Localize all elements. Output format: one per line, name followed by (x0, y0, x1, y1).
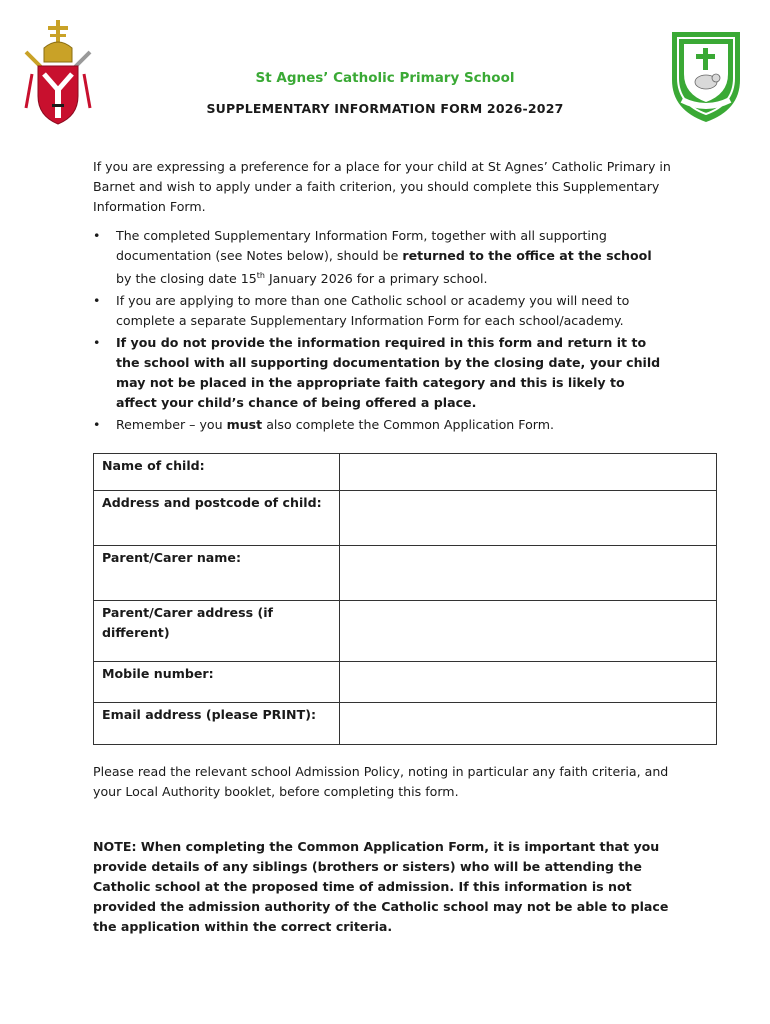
child-name-field[interactable] (340, 454, 717, 491)
school-shield-icon (668, 28, 744, 124)
note-paragraph: NOTE: When completing the Common Application Form, it is important that you provide details of any siblings (brothers or sisters) who will be attending the Catholic school at the proposed time of admission. If this information is not provided the admission authority of the Catholic school may not be able to place the application within the correct criteria. (93, 839, 669, 934)
child-name-label: Name of child: (94, 454, 340, 491)
school-name: St Agnes’ Catholic Primary School (255, 70, 515, 86)
mobile-number-field[interactable] (340, 662, 717, 703)
parent-name-field[interactable] (340, 546, 717, 601)
parent-name-label: Parent/Carer name: (94, 546, 340, 601)
parent-address-label: Parent/Carer address (if different) (94, 601, 340, 662)
table-row (94, 546, 717, 601)
table-row (94, 601, 717, 662)
intro-paragraph: If you are expressing a preference for a place for your child at St Agnes’ Catholic Primary in Barnet and wish to apply under a faith criterion, you should complete this Supplementary Information Form. (93, 159, 671, 214)
list-item: • If you are applying to more than one Catholic school or academy you will need to complete a separate Supplementary Information Form for each school/academy. (93, 291, 663, 331)
email-field[interactable] (340, 703, 717, 745)
list-item: • Remember – you must also complete the Common Application Form. (93, 415, 663, 435)
table-row (94, 662, 717, 703)
details-table (93, 453, 717, 745)
form-title: SUPPLEMENTARY INFORMATION FORM 2026-2027 (206, 101, 564, 116)
instruction-list (93, 226, 663, 437)
list-item: • The completed Supplementary Information Form, together with all supporting documentation (see Notes below), should be returned to the office at the school by the closing date 15th January 2026 for a primary school. (93, 226, 663, 289)
child-address-field[interactable] (340, 491, 717, 546)
parent-address-field[interactable] (340, 601, 717, 662)
email-label: Email address (please PRINT): (94, 703, 340, 745)
mobile-number-label: Mobile number: (94, 662, 340, 703)
child-address-label: Address and postcode of child: (94, 491, 340, 546)
table-row (94, 491, 717, 546)
list-item: • If you do not provide the information required in this form and return it to the school with all supporting documentation by the closing date, your child may not be placed in the appropriate faith category and this is likely to affect your child’s chance of being offered a place. (93, 333, 663, 413)
table-row (94, 454, 717, 491)
table-row (94, 703, 717, 745)
admission-policy-paragraph: Please read the relevant school Admission Policy, noting in particular any faith criteria, and your Local Authority booklet, before completing this form. (93, 764, 669, 799)
